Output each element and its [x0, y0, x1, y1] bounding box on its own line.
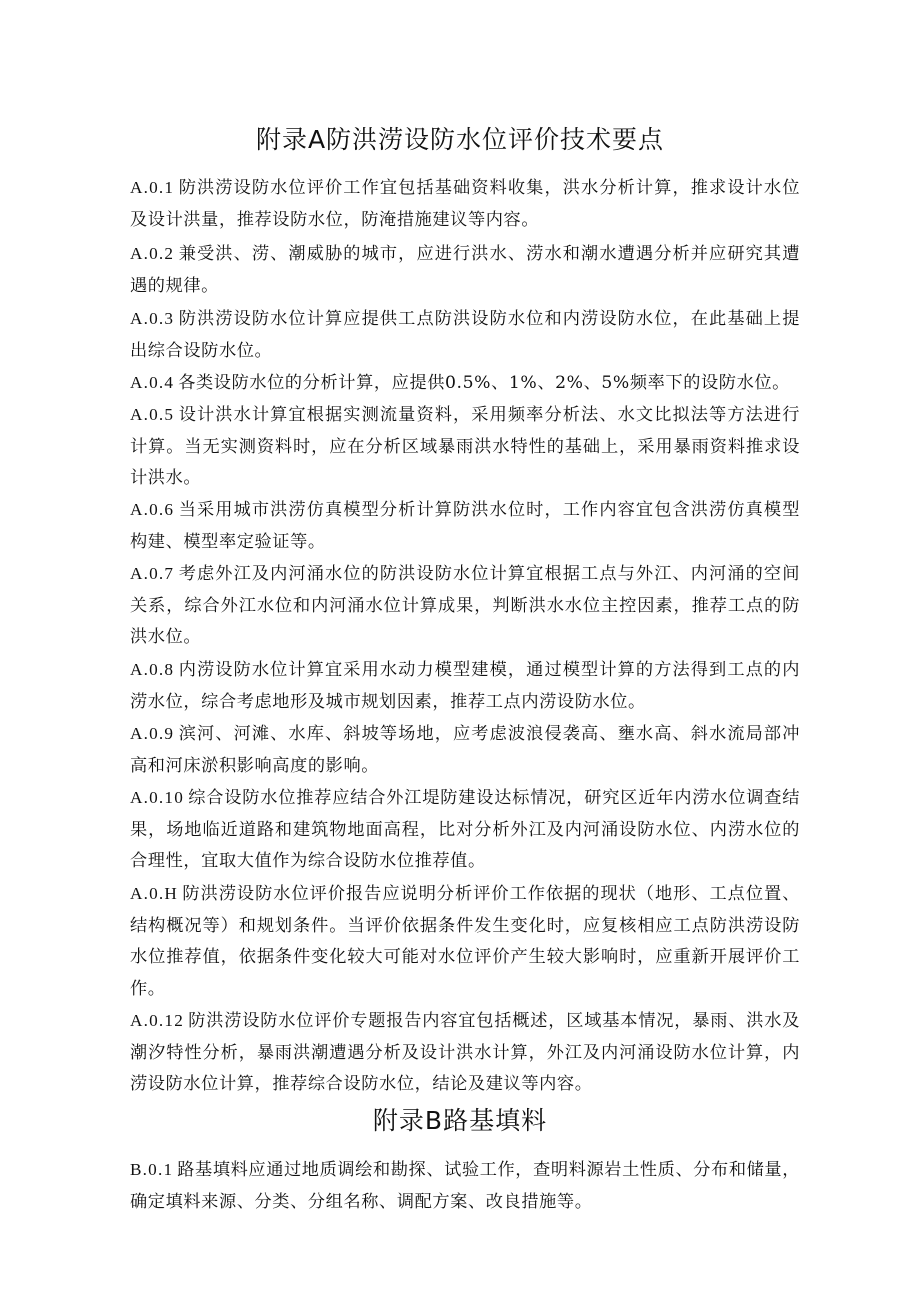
clause-text: 设计洪水计算宜根据实测流量资料，采用频率分析法、水文比拟法等方法进行计算。当无实测资料时，应在分析区域暴雨洪水特性的基础上，采用暴雨资料推求设计洪水。	[130, 405, 800, 488]
clause-text: 路基填料应通过地质调绘和勘探、试验工作，查明料源岩土性质、分布和储量，确定填料来源、分类、分组名称、调配方案、改良措施等。	[130, 1160, 800, 1212]
clause-a-0-3	[130, 303, 800, 367]
clause-a-0-9	[130, 718, 800, 782]
clause-number: A.0.10	[130, 788, 184, 807]
clause-text: 滨河、河滩、水库、斜坡等场地，应考虑波浪侵袭高、壅水高、斜水流局部冲高和河床淤积影响高度的影响。	[130, 724, 800, 776]
clause-text: 防洪涝设防水位评价工作宜包括基础资料收集，洪水分析计算，推求设计水位及设计洪量，推荐设防水位，防淹措施建议等内容。	[130, 178, 800, 230]
clause-number: A.0.7	[130, 564, 175, 583]
clause-a-0-8	[130, 654, 800, 718]
clause-a-0-10	[130, 782, 800, 878]
clause-a-0-12	[130, 1005, 800, 1101]
clause-text: 综合设防水位推荐应结合外江堤防建设达标情况，研究区近年内涝水位调查结果，场地临近道路和建筑物地面高程，比对分析外江及内河涌设防水位、内涝水位的合理性，宜取大值作为综合设防水位推荐值。	[130, 788, 800, 871]
clause-number: A.0.2	[130, 244, 175, 263]
clause-a-0-5	[130, 399, 800, 495]
clause-number: A.0.6	[130, 500, 175, 519]
clause-a-0-h	[130, 878, 800, 1005]
clause-text: 当采用城市洪涝仿真模型分析计算防洪水位时，工作内容宜包含洪涝仿真模型构建、模型率定验证等。	[130, 500, 800, 552]
clause-number: A.0.H	[130, 884, 179, 903]
clause-a-0-7	[130, 558, 800, 654]
clause-text: 防洪涝设防水位评价专题报告内容宜包括概述，区域基本情况，暴雨、洪水及潮汐特性分析，暴雨洪潮遭遇分析及设计洪水计算，外江及内河涌设防水位计算，内涝设防水位计算，推荐综合设防水位，结论及建议等内容。	[130, 1011, 800, 1094]
clause-number: A.0.4	[130, 373, 175, 392]
clause-text: 考虑外江及内河涌水位的防洪设防水位计算宜根据工点与外江、内河涌的空间关系，综合外江水位和内河涌水位计算成果，判断洪水水位主控因素，推荐工点的防洪水位。	[130, 564, 800, 647]
clause-a-0-1	[130, 172, 800, 236]
clause-a-0-2	[130, 238, 800, 302]
clause-a-0-6	[130, 494, 800, 558]
clause-text: 兼受洪、涝、潮威胁的城市，应进行洪水、涝水和潮水遭遇分析并应研究其遭遇的规律。	[130, 244, 800, 296]
clause-text: 防洪涝设防水位计算应提供工点防洪设防水位和内涝设防水位，在此基础上提出综合设防水位。	[130, 309, 800, 361]
clause-number: A.0.5	[130, 405, 175, 424]
clause-a-0-4	[130, 367, 800, 400]
clause-number: A.0.1	[130, 178, 175, 197]
clause-number: A.0.3	[130, 309, 175, 328]
clause-number: A.0.9	[130, 724, 175, 743]
clause-text: 内涝设防水位计算宜采用水动力模型建模，通过模型计算的方法得到工点的内涝水位，综合考虑地形及城市规划因素，推荐工点内涝设防水位。	[130, 660, 800, 712]
clause-number: A.0.12	[130, 1011, 184, 1030]
clause-number: B.0.1	[130, 1160, 174, 1179]
clause-number: A.0.8	[130, 660, 175, 679]
clause-b-0-1	[130, 1154, 800, 1218]
appendix-a-title: 附录A防洪涝设防水位评价技术要点	[255, 125, 665, 154]
appendix-b-title: 附录B路基填料	[372, 1106, 548, 1135]
clause-text: 各类设防水位的分析计算，应提供0.5%、1%、2%、5%频率下的设防水位。	[178, 373, 790, 393]
clause-text: 防洪涝设防水位评价报告应说明分析评价工作依据的现状（地形、工点位置、结构概况等）和规划条件。当评价依据条件发生变化时，应复核相应工点防洪涝设防水位推荐值，依据条件变化较大可能对水位评价产生较大影响时，应重新开展评价工作。	[130, 884, 800, 999]
